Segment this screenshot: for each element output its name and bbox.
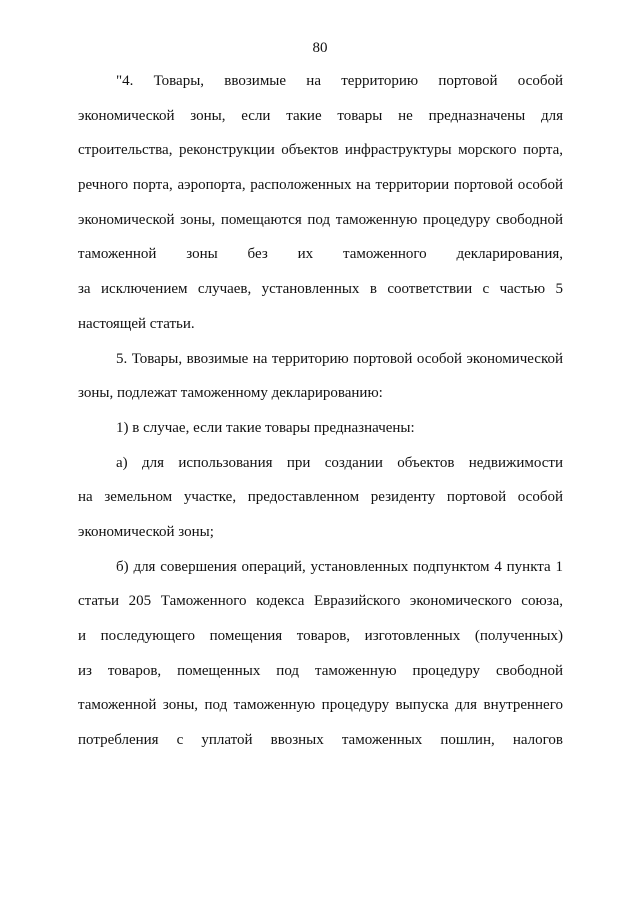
page-number: 80	[312, 40, 328, 56]
text-line: из товаров, помещенных под таможенную процедуру свободной	[78, 662, 563, 679]
text-line: таможенной зоны без их таможенного декларирования,	[78, 246, 563, 263]
text-line: и последующего помещения товаров, изготовленных (полученных)	[78, 628, 563, 644]
text-line: экономической зоны;	[78, 523, 214, 540]
document-body	[78, 71, 563, 765]
text-line: "4. Товары, ввозимые на территорию портовой особой	[116, 73, 563, 89]
text-line: б) для совершения операций, установленных подпунктом 4 пункта 1	[116, 558, 563, 575]
text-line: а) для использования при создании объектов недвижимости	[116, 454, 563, 471]
text-line: за исключением случаев, установленных в соответствии с частью 5	[78, 281, 563, 298]
text-line: на земельном участке, предоставленном резиденту портовой особой	[78, 489, 563, 506]
text-line: настоящей статьи.	[78, 315, 195, 332]
text-line: потребления с уплатой ввозных таможенных пошлин, налогов	[78, 732, 563, 749]
text-line: зоны, подлежат таможенному декларированию:	[78, 385, 383, 402]
text-line: экономической зоны, помещаются под таможенную процедуру свободной	[78, 211, 563, 228]
text-line: таможенной зоны, под таможенную процедуру выпуска для внутреннего	[78, 697, 563, 714]
text-line: статьи 205 Таможенного кодекса Евразийского экономического союза,	[78, 593, 563, 610]
text-line: 1) в случае, если такие товары предназначены:	[116, 419, 415, 436]
text-line: 5. Товары, ввозимые на территорию портовой особой экономической	[116, 350, 563, 367]
text-line: экономической зоны, если такие товары не предназначены для	[78, 107, 563, 124]
text-line: строительства, реконструкции объектов инфраструктуры морского порта,	[78, 142, 563, 159]
text-line: речного порта, аэропорта, расположенных на территории портовой особой	[78, 177, 563, 194]
